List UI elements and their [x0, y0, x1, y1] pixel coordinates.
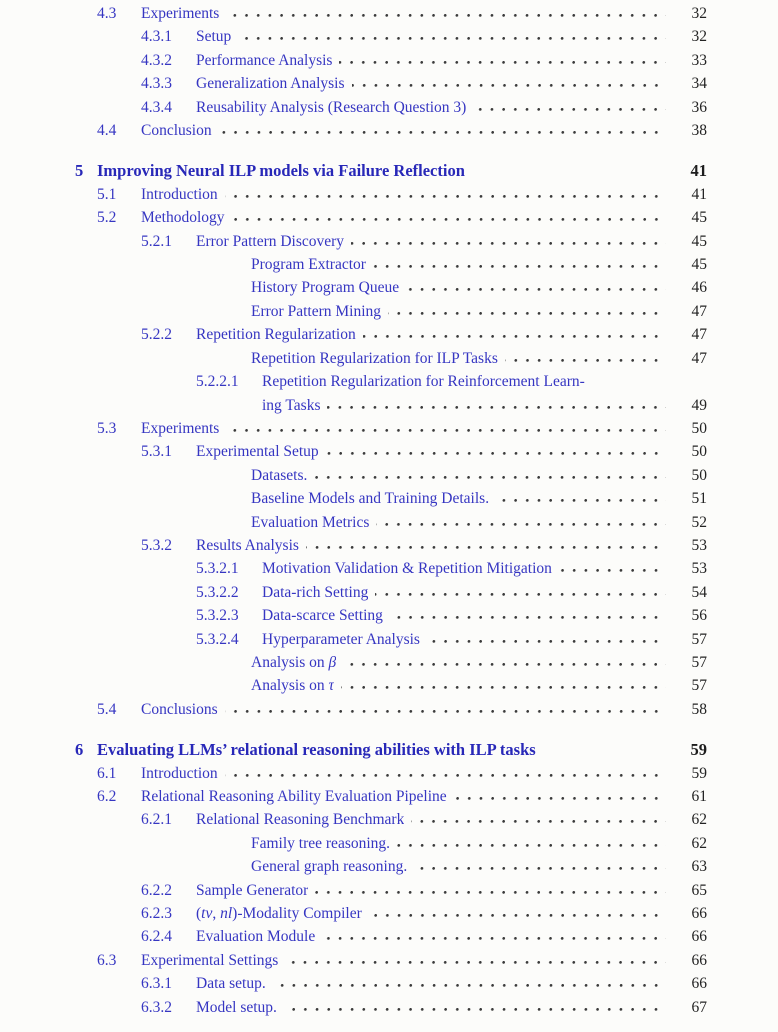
entry-page-number: 59	[691, 764, 707, 782]
leader-dots	[406, 280, 666, 292]
entry-label: Repetition Regularization for Reinforcement Learn-	[262, 373, 585, 391]
entry-label: Hyperparameter Analysis	[262, 630, 420, 648]
leader-dots	[351, 234, 666, 246]
entry-number: 5.2.2.1	[196, 373, 239, 391]
leader-dots	[284, 1000, 666, 1012]
entry-page-number: 66	[691, 951, 707, 969]
entry-label: Model setup.	[196, 998, 277, 1016]
leader-dots	[473, 100, 666, 112]
leader-dots	[427, 632, 666, 644]
entry-page-number: 57	[691, 653, 707, 671]
entry-number: 5.3.2.1	[196, 560, 239, 578]
entry-number: 5	[75, 161, 84, 181]
leader-dots	[388, 304, 666, 316]
entry-page-number: 45	[691, 232, 707, 250]
entry-label: History Program Queue	[251, 279, 400, 297]
toc-entry[interactable]	[0, 996, 778, 1019]
entry-page-number: 49	[691, 396, 707, 414]
entry-label: Introduction	[141, 764, 218, 782]
entry-number: 6.2.2	[141, 881, 172, 899]
toc-entry[interactable]	[0, 230, 778, 253]
toc-entry[interactable]	[0, 183, 778, 206]
entry-label: Baseline Models and Training Details.	[251, 490, 490, 508]
entry-page-number: 47	[691, 302, 707, 320]
toc-entry[interactable]	[0, 206, 778, 229]
entry-label: Error Pattern Discovery	[196, 232, 345, 250]
entry-label: Relational Reasoning Ability Evaluation Pipeline	[141, 788, 447, 805]
entry-label: (tv, nl)-Modality Compiler	[196, 905, 362, 923]
toc-entry[interactable]	[0, 464, 778, 487]
entry-page-number: 62	[691, 834, 707, 852]
entry-page-number: 45	[691, 209, 707, 227]
entry-label: Data setup.	[196, 975, 266, 993]
leader-dots	[411, 812, 666, 824]
leader-dots	[315, 883, 666, 895]
entry-label: Analysis on β	[251, 653, 337, 671]
entry-label: Conclusions	[141, 700, 218, 718]
toc-entry[interactable]	[0, 276, 778, 299]
entry-page-number: 46	[691, 279, 707, 297]
leader-dots	[390, 608, 666, 620]
leader-dots	[226, 421, 666, 433]
entry-number: 5.1	[97, 185, 117, 203]
entry-page-number: 66	[691, 975, 707, 993]
entry-label: Sample Generator	[196, 881, 309, 899]
toc-entry[interactable]	[0, 925, 778, 948]
entry-page-number: 53	[691, 560, 707, 578]
entry-page-number: 50	[691, 443, 707, 461]
entry-page-number: 41	[690, 161, 707, 181]
entry-page-number: 51	[691, 490, 707, 508]
entry-number: 5.2.2	[141, 326, 172, 344]
toc-entry[interactable]	[0, 370, 778, 393]
leader-dots	[219, 123, 666, 135]
toc-entry[interactable]	[0, 808, 778, 831]
entry-label: Experiments	[141, 5, 220, 22]
entry-label: Evaluating LLMs’ relational reasoning abilities with ILP tasks	[97, 740, 536, 760]
entry-page-number: 57	[691, 630, 707, 648]
leader-dots	[306, 538, 666, 550]
entry-number: 6.2.3	[141, 905, 172, 923]
toc-entry[interactable]	[0, 25, 778, 48]
entry-label: Family tree reasoning.	[251, 834, 391, 852]
entry-page-number: 66	[691, 928, 707, 946]
toc-entry[interactable]	[0, 604, 778, 627]
entry-number: 4.3.2	[141, 51, 172, 69]
entry-label: Reusability Analysis (Research Question 3)	[196, 98, 467, 116]
toc-entry[interactable]	[0, 253, 778, 276]
toc-list	[0, 2, 778, 1019]
toc-entry[interactable]	[0, 347, 778, 370]
entry-number: 6.2.4	[141, 928, 172, 946]
toc-entry[interactable]	[0, 949, 778, 972]
entry-number: 4.3	[97, 5, 117, 22]
entry-label: Generalization Analysis	[196, 75, 345, 93]
toc-entry[interactable]	[0, 49, 778, 72]
leader-dots	[339, 53, 666, 65]
leader-dots	[327, 398, 666, 410]
leader-dots	[238, 29, 666, 41]
toc-entry[interactable]	[0, 628, 778, 651]
entry-label: Introduction	[141, 185, 218, 203]
toc-entry[interactable]	[0, 785, 778, 808]
entry-label: Repetition Regularization	[196, 326, 356, 344]
toc-entry[interactable]	[0, 534, 778, 557]
toc-entry[interactable]	[0, 159, 778, 182]
entry-page-number: 54	[691, 583, 707, 601]
leader-dots	[373, 257, 666, 269]
entry-number: 5.3.1	[141, 443, 172, 461]
entry-label: Improving Neural ILP models via Failure Reflection	[97, 161, 465, 181]
leader-dots	[505, 351, 666, 363]
entry-page-number: 50	[691, 466, 707, 484]
entry-page-number: 67	[691, 998, 707, 1016]
entry-label: Relational Reasoning Benchmark	[196, 811, 405, 829]
entry-page-number: 53	[691, 536, 707, 554]
entry-number: 5.2.1	[141, 232, 172, 250]
leader-dots	[326, 444, 666, 456]
entry-label: Performance Analysis	[196, 51, 333, 69]
entry-number: 4.3.3	[141, 75, 172, 93]
entry-page-number: 32	[691, 5, 707, 22]
entry-page-number: 47	[691, 326, 707, 344]
entry-page-number: 58	[691, 700, 707, 718]
toc-entry[interactable]	[0, 879, 778, 902]
entry-label: Experiments	[141, 419, 220, 437]
entry-label: Results Analysis	[196, 536, 299, 554]
toc-entry[interactable]	[0, 972, 778, 995]
entry-number: 4.3.1	[141, 28, 172, 46]
toc-entry[interactable]	[0, 832, 778, 855]
entry-label: Error Pattern Mining	[251, 302, 382, 320]
entry-number: 5.4	[97, 700, 117, 718]
entry-label: Data-rich Setting	[262, 583, 369, 601]
entry-number: 6.3.1	[141, 975, 172, 993]
entry-label: Conclusion	[141, 122, 212, 140]
entry-number: 4.4	[97, 122, 117, 140]
entry-number: 6.2	[97, 788, 117, 805]
leader-dots	[496, 491, 666, 503]
entry-page-number: 62	[691, 811, 707, 829]
toc-entry[interactable]	[0, 487, 778, 510]
entry-label: Evaluation Metrics	[251, 513, 370, 531]
entry-page-number: 50	[691, 419, 707, 437]
entry-page-number: 41	[691, 185, 707, 203]
entry-label: Methodology	[141, 209, 225, 227]
entry-number: 6.3	[97, 951, 117, 969]
entry-label: Evaluation Module	[196, 928, 316, 946]
entry-number: 6.3.2	[141, 998, 172, 1016]
entry-label: Datasets.	[251, 466, 308, 484]
entry-page-number: 47	[691, 349, 707, 367]
entry-number: 5.3.2	[141, 536, 172, 554]
toc-entry[interactable]	[0, 119, 778, 142]
toc-entry[interactable]	[0, 902, 778, 925]
leader-dots	[285, 953, 666, 965]
leader-dots	[559, 561, 666, 573]
toc-entry[interactable]	[0, 96, 778, 119]
entry-page-number: 52	[691, 513, 707, 531]
entry-page-number: 65	[691, 881, 707, 899]
leader-dots	[314, 468, 666, 480]
leader-dots	[343, 655, 666, 667]
entry-number: 5.3.2.4	[196, 630, 239, 648]
entry-number: 4.3.4	[141, 98, 172, 116]
toc-entry[interactable]	[0, 674, 778, 697]
leader-dots	[363, 327, 666, 339]
toc-entry[interactable]	[0, 394, 778, 417]
leader-dots	[376, 515, 666, 527]
entry-page-number: 34	[691, 75, 707, 93]
entry-number: 6.2.1	[141, 811, 172, 829]
leader-dots	[226, 6, 666, 18]
toc-entry[interactable]	[0, 651, 778, 674]
leader-dots	[414, 859, 666, 871]
entry-label: Motivation Validation & Repetition Mitigation	[262, 560, 552, 578]
entry-label: Analysis on τ	[251, 677, 335, 695]
entry-label: Data-scarce Setting	[262, 607, 383, 625]
toc-entry[interactable]	[0, 2, 778, 25]
entry-number: 5.2	[97, 209, 117, 227]
leader-dots	[225, 766, 666, 778]
entry-label: Experimental Setup	[196, 443, 319, 461]
leader-dots	[322, 929, 666, 941]
leader-dots	[352, 76, 667, 88]
leader-dots	[232, 210, 666, 222]
leader-dots	[273, 976, 666, 988]
entry-label: Setup	[196, 28, 232, 46]
leader-dots	[375, 585, 666, 597]
leader-dots	[454, 789, 666, 801]
toc-entry[interactable]	[0, 581, 778, 604]
toc-entry[interactable]	[0, 72, 778, 95]
toc-entry[interactable]	[0, 417, 778, 440]
entry-label: Repetition Regularization for ILP Tasks	[251, 349, 498, 367]
toc-entry[interactable]	[0, 300, 778, 323]
entry-number: 5.3.2.3	[196, 607, 239, 625]
entry-number: 5.3.2.2	[196, 583, 239, 601]
entry-page-number: 59	[690, 740, 707, 760]
entry-page-number: 66	[691, 905, 707, 923]
entry-number: 6	[75, 740, 84, 760]
entry-page-number: 38	[691, 122, 707, 140]
entry-page-number: 45	[691, 256, 707, 274]
entry-page-number: 63	[691, 858, 707, 876]
entry-label: Experimental Settings	[141, 951, 279, 969]
entry-label: Program Extractor	[251, 256, 366, 274]
toc-entry[interactable]	[0, 511, 778, 534]
entry-page-number: 36	[691, 98, 707, 116]
leader-dots	[341, 678, 666, 690]
toc-entry[interactable]	[0, 557, 778, 580]
entry-page-number: 56	[691, 607, 707, 625]
leader-dots	[225, 702, 666, 714]
leader-dots	[369, 906, 666, 918]
leader-dots	[397, 836, 666, 848]
toc-entry[interactable]	[0, 855, 778, 878]
toc-entry[interactable]	[0, 762, 778, 785]
entry-page-number: 57	[691, 677, 707, 695]
entry-number: 5.3	[97, 419, 117, 437]
toc-entry[interactable]	[0, 738, 778, 761]
entry-page-number: 32	[691, 28, 707, 46]
entry-label: ing Tasks	[262, 396, 321, 414]
toc-entry[interactable]	[0, 698, 778, 721]
toc-entry[interactable]	[0, 440, 778, 463]
entry-number: 6.1	[97, 764, 117, 782]
leader-dots	[225, 187, 666, 199]
entry-label: General graph reasoning.	[251, 858, 408, 876]
entry-page-number: 33	[691, 51, 707, 69]
toc-entry[interactable]	[0, 323, 778, 346]
entry-page-number: 61	[691, 788, 707, 805]
